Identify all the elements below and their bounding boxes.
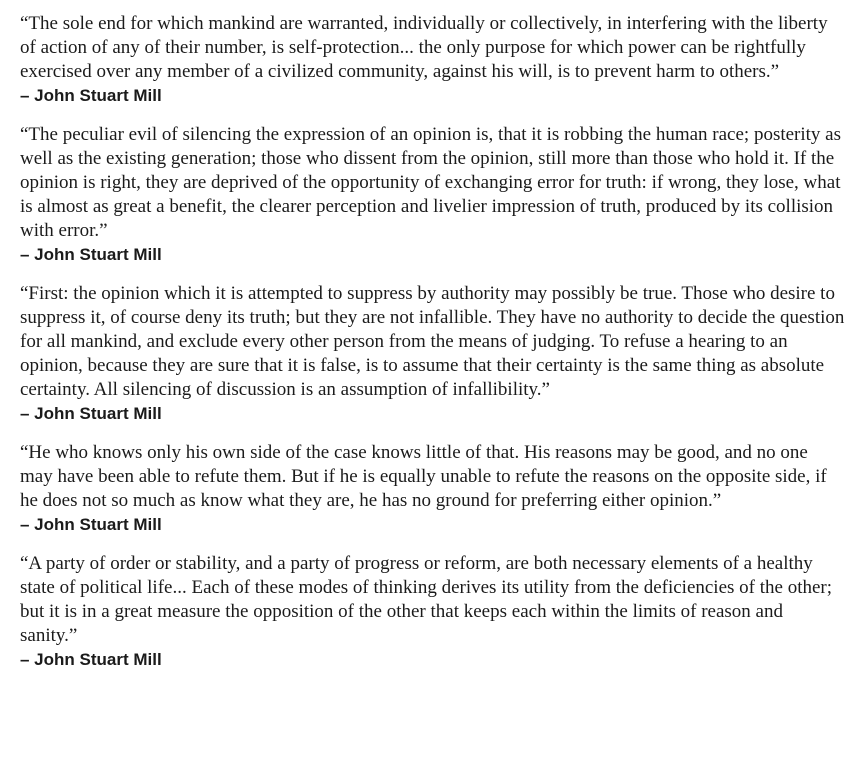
- quote-text: “First: the opinion which it is attempted to suppress by authority may possibly be true. Those who desire to suppress it, of course deny its truth; but they are not infallible. They have no authority to decide the question for all mankind, and exclude every other person from the means of judging. To refuse a hearing to an opinion, because they are sure that it is false, is to assume that their certainty is the same thing as absolute certainty. All silencing of discussion is an assumption of infallibility.”: [20, 283, 845, 400]
- quote-text: “A party of order or stability, and a party of progress or reform, are both necessary elements of a healthy state of political life... Each of these modes of thinking derives its utility from the deficiencies of the other; but it is in a great measure the opposition of the other that keeps each within the limits of reason and sanity.”: [20, 553, 833, 646]
- quote-text: “The peculiar evil of silencing the expression of an opinion is, that it is robbing the human race; posterity as well as the existing generation; those who dissent from the opinion, still more than those who hold it. If the opinion is right, they are deprived of the opportunity of exchanging error for truth: if wrong, they lose, what is almost as great a benefit, the clearer perception and livelier impression of truth, produced by its collision with error.”: [20, 124, 842, 241]
- quote-block: [20, 282, 845, 426]
- quote-block: [20, 12, 845, 108]
- quote-block: [20, 441, 845, 537]
- quote-attribution: – John Stuart Mill: [20, 404, 162, 423]
- quote-block: [20, 552, 845, 672]
- quote-text: “The sole end for which mankind are warranted, individually or collectively, in interfering with the liberty of action of any of their number, is self-protection... the only purpose for which power can be rightfully exercised over any member of a civilized community, against his will, is to prevent harm to others.”: [20, 13, 828, 82]
- quote-text: “He who knows only his own side of the case knows little of that. His reasons may be good, and no one may have been able to refute them. But if he is equally unable to refute the reasons on the opposite side, if he does not so much as know what they are, he has no ground for preferring either opinion.”: [20, 442, 827, 511]
- quote-attribution: – John Stuart Mill: [20, 650, 162, 669]
- quote-attribution: – John Stuart Mill: [20, 245, 162, 264]
- quote-attribution: – John Stuart Mill: [20, 515, 162, 534]
- quote-block: [20, 123, 845, 267]
- quote-attribution: – John Stuart Mill: [20, 86, 162, 105]
